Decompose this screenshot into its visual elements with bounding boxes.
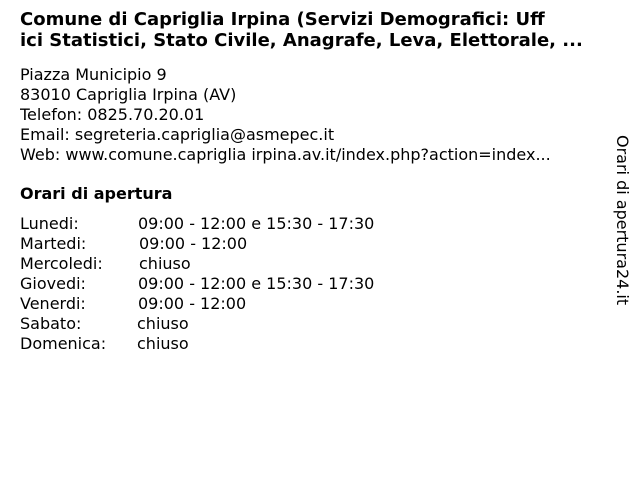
city-text: 83010 Capriglia Irpina (AV) xyxy=(20,85,237,104)
watermark-text: Orari di apertura24.it xyxy=(613,135,632,306)
title-line-2: ici Statistici, Stato Civile, Anagrafe, Leva, Elettorale, ... xyxy=(20,30,583,51)
time-value: chiuso xyxy=(139,254,191,273)
day-label: Domenica: xyxy=(20,334,107,353)
time-value: 09:00 - 12:00 e 15:30 - 17:30 xyxy=(138,274,375,293)
time-value: 09:00 - 12:00 xyxy=(138,294,247,313)
web-text[interactable]: Web: www.comune.capriglia irpina.av.it/index.php?action=index... xyxy=(20,145,551,164)
day-label: Giovedi: xyxy=(20,274,86,293)
day-label: Lunedi: xyxy=(20,214,79,233)
day-label: Martedi: xyxy=(20,234,87,253)
day-label: Venerdi: xyxy=(20,294,86,313)
street-text: Piazza Municipio 9 xyxy=(20,65,167,84)
time-value: 09:00 - 12:00 e 15:30 - 17:30 xyxy=(138,214,375,233)
email-text[interactable]: Email: segreteria.capriglia@asmepec.it xyxy=(20,125,335,144)
page-title xyxy=(20,9,620,51)
address-block xyxy=(20,65,610,165)
time-value: chiuso xyxy=(137,314,189,333)
time-value: chiuso xyxy=(137,334,189,353)
phone-text[interactable]: Telefon: 0825.70.20.01 xyxy=(20,105,205,124)
hours-title: Orari di apertura xyxy=(20,184,173,203)
time-value: 09:00 - 12:00 xyxy=(139,234,248,253)
day-label: Mercoledi: xyxy=(20,254,103,273)
day-label: Sabato: xyxy=(20,314,82,333)
title-line-1: Comune di Capriglia Irpina (Servizi Demografici: Uff xyxy=(20,9,545,30)
